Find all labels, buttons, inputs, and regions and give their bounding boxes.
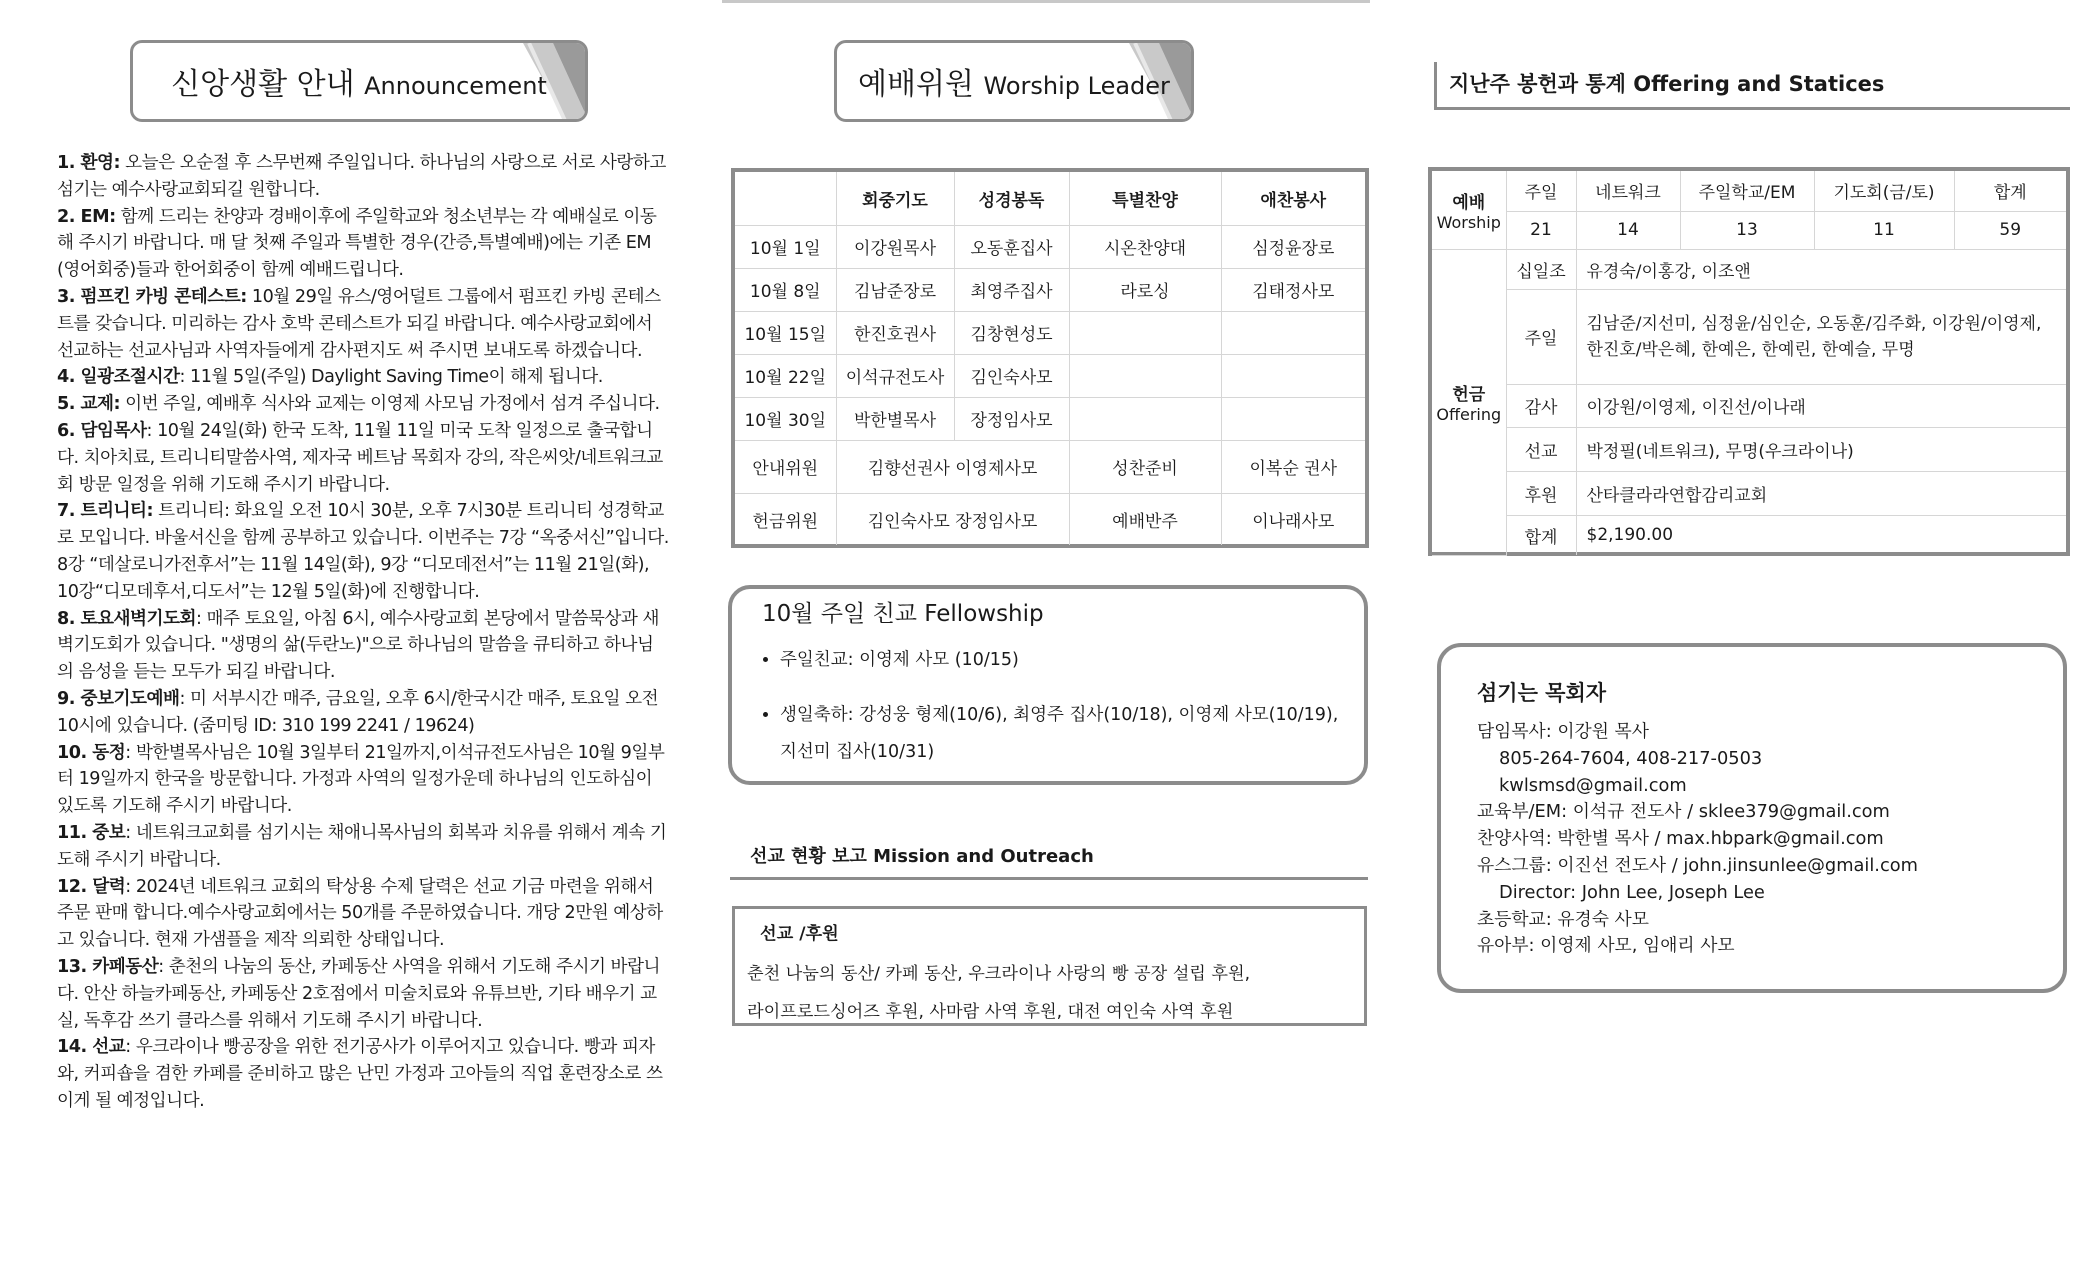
announcement-item-label: 8. 토요새벽기도회: [57, 608, 197, 629]
announcement-item: [57, 954, 669, 1034]
servant-line: Director: John Lee, Joseph Lee: [1499, 881, 1765, 903]
announcement-item: [57, 204, 669, 284]
servant-line: 초등학교: 유경숙 사모: [1477, 908, 1649, 930]
table-row: [735, 397, 1365, 440]
table-cell: 김창현성도: [954, 311, 1069, 354]
table-cell: [1069, 354, 1221, 397]
announcement-item-text: : 2024년 네트워크 교회의 탁상용 수제 달력은 선교 기금 마련을 위해서 주문 판매 합니다.예수사랑교회에서는 50개를 주문하였습니다. 개당 2만원 예상하고 있습니다. 현재 가샘플을 제작 의뢰한 상태입니다.: [57, 876, 663, 951]
servant-email: kwlsmsd@gmail.com: [1499, 774, 1687, 796]
table-cell: 21: [1506, 211, 1576, 249]
table-row: [1432, 515, 2066, 555]
table-row: [1432, 171, 2066, 211]
announcement-item-label: 11. 중보: [57, 822, 126, 843]
table-row: [735, 311, 1365, 354]
offering-label-cell: [1432, 249, 1506, 555]
announcement-item-text: : 10월 24일(화) 한국 도착, 11월 11일 미국 도착 일정으로 출국합니다. 치아치료, 트리니티말씀사역, 제자국 베트남 목회자 강의, 작은씨앗/네트워크교회 방문 일정을 위해 기도해 주시기 바랍니다.: [57, 420, 663, 495]
mission-heading: [730, 836, 1368, 880]
table-cell: 김태정사모: [1221, 268, 1365, 311]
table-row: [735, 354, 1365, 397]
table-header: [735, 172, 836, 225]
table-cell: 이나래사모: [1221, 493, 1365, 545]
table-header: 특별찬양: [1069, 172, 1221, 225]
offering-value-line: 김남준/지선미, 심정윤/심인순, 오동훈/김주화, 이강원/이영제,: [1586, 313, 2042, 334]
table-row: [1432, 384, 2066, 427]
table-cell: 김남준장로: [836, 268, 954, 311]
announcement-item-label: 1. 환영:: [57, 153, 121, 173]
table-header: 성경봉독: [954, 172, 1069, 225]
servant-phone: 805-264-7604, 408-217-0503: [1499, 747, 1763, 769]
table-cell: 10월 22일: [735, 354, 836, 397]
announcement-item-text: : 네트워크교회를 섬기시는 채애니목사님의 회복과 치유를 위해서 계속 기도해 주시기 바랍니다.: [57, 822, 667, 870]
announcement-item: [57, 820, 669, 874]
offering-table: [1428, 167, 2070, 556]
announcement-item-text: : 미 서부시간 매주, 금요일, 오후 6시/한국시간 매주, 토요일 오전 10시에 있습니다. (줌미팅 ID: 310 199 2241 / 19624): [57, 688, 659, 736]
table-cell: 라로싱: [1069, 268, 1221, 311]
table-cell: 예배반주: [1069, 493, 1221, 545]
table-header: 네트워크: [1576, 171, 1680, 211]
table-cell: 헌금위원: [735, 493, 836, 545]
announcement-item-text: : 매주 토요일, 아침 6시, 예수사랑교회 본당에서 말씀묵상과 새벽기도회가 있습니다. "생명의 삶(두란노)"으로 하나님의 말씀을 큐티하고 하나님의 음성을 듣는 모두가 되길 바랍니다.: [57, 608, 659, 683]
announcement-item-text: 트리니티: 화요일 오전 10시 30분, 오후 7시30분 트리니티 성경학교로 모입니다. 바울서신을 함께 공부하고 있습니다. 이번주는 7강 “옥중서신”입니다. 8강 “데살로니가전후서”는 11월 14일(화), 9강 “디모데전서”는 11월 21일(화), 10강“디모데후서,디도서”는 12월 5일(화)에 진행합니다.: [57, 501, 669, 602]
announcement-item-text: 함께 드리는 찬양과 경배이후에 주일학교와 청소년부는 각 예배실로 이동해 주시기 바랍니다. 매 달 첫째 주일과 특별한 경우(간증,특별예배)에는 기존 EM (영어회중)들과 한어회중이 함께 예배드립니다.: [57, 206, 657, 281]
table-row: [1432, 471, 2066, 515]
table-cell: 10월 8일: [735, 268, 836, 311]
fellowship-box: [728, 585, 1368, 785]
table-cell: 김인숙사모: [954, 354, 1069, 397]
table-cell: 장정임사모: [954, 397, 1069, 440]
table-cell: 10월 1일: [735, 225, 836, 268]
announcement-tab: [130, 40, 588, 122]
table-header: 합계: [1954, 171, 2066, 211]
fellowship-title: 10월 주일 친교 Fellowship: [762, 601, 1044, 627]
announcement-item-label: 2. EM:: [57, 206, 116, 227]
announcement-item: [57, 284, 669, 364]
offering-value-line: 한진호/박은혜, 한예은, 한예린, 한예슬, 무명: [1586, 339, 1915, 360]
table-cell: 최영주집사: [954, 268, 1069, 311]
announcement-item-label: 4. 일광조절시간: [57, 367, 180, 388]
table-cell: 오동훈집사: [954, 225, 1069, 268]
worship-title: 예배위원 Worship Leader: [858, 67, 1170, 102]
table-cell: 후원: [1506, 471, 1576, 515]
servant-line: 유스그룹: 이진선 전도사 / john.jinsunlee@gmail.com: [1477, 854, 1918, 876]
table-cell: 13: [1680, 211, 1814, 249]
table-cell: 59: [1954, 211, 2066, 249]
table-header: 주일: [1506, 171, 1576, 211]
announcement-item-label: 14. 선교: [57, 1037, 126, 1058]
table-header: 회중기도: [836, 172, 954, 225]
table-cell: 감사: [1506, 384, 1576, 427]
servant-line: 유아부: 이영제 사모, 임애리 사모: [1477, 935, 1735, 957]
table-cell: [1221, 354, 1365, 397]
announcement-item: [57, 364, 669, 391]
table-row: [1432, 249, 2066, 289]
list-item-text: 주일친교: 이영제 사모 (10/15): [780, 650, 1019, 670]
offering-heading-text: 지난주 봉헌과 통계 Offering and Statices: [1449, 72, 1885, 96]
list-item: [780, 694, 1350, 767]
servant-line: 찬양사역: 박한별 목사 / max.hbpark@gmail.com: [1477, 828, 1884, 850]
offering-heading: [1434, 62, 2070, 110]
table-cell: 시온찬양대: [1069, 225, 1221, 268]
announcement-item-label: 7. 트리니티:: [57, 501, 154, 522]
table-cell: 합계: [1506, 515, 1576, 555]
announcement-item-label: 13. 카페동산: [57, 956, 159, 977]
announcement-item-label: 9. 중보기도예배: [57, 688, 180, 709]
announcement-item-label: 3. 펌프킨 카빙 콘테스트:: [57, 286, 247, 307]
table-row: [735, 268, 1365, 311]
announcement-item: [57, 740, 669, 820]
announcement-item: [57, 606, 669, 686]
list-item-text: 생일축하: 강성웅 형제(10/6), 최영주 집사(10/18), 이영제 사모(10/19),: [780, 705, 1339, 725]
fellowship-list: [762, 639, 1350, 779]
announcement-item-text: : 박한별목사님은 10월 3일부터 21일까지,이석규전도사님은 10월 9일부터 19일까지 한국을 방문합니다. 가정과 사역의 일정가운데 하나님의 인도하심이 있도록 기도해 주시기 바랍니다.: [57, 742, 665, 817]
table-cell: 심정윤장로: [1221, 225, 1365, 268]
announcement-item: [57, 498, 669, 605]
table-cell: [1069, 311, 1221, 354]
announcement-item: [57, 1034, 669, 1114]
announcement-item: [57, 391, 669, 418]
table-cell: [1221, 311, 1365, 354]
announcement-item-text: : 우크라이나 빵공장을 위한 전기공사가 이루어지고 있습니다. 빵과 피자와, 커피숍을 겸한 카페를 준비하고 많은 난민 가정과 고아들의 직업 훈련장소로 쓰이게 될 예정입니다.: [57, 1037, 663, 1111]
servant-line: 교육부/EM: 이석규 전도사 / sklee379@gmail.com: [1477, 801, 1890, 823]
announcement-item: [57, 150, 669, 204]
table-cell: 성찬준비: [1069, 440, 1221, 493]
announcement-item-label: 5. 교제:: [57, 394, 121, 415]
announcement-item: [57, 874, 669, 954]
table-row: [1432, 427, 2066, 471]
table-cell: 십일조: [1506, 249, 1576, 289]
table-cell: 10월 15일: [735, 311, 836, 354]
announcement-item-text: 오늘은 오순절 후 스무번째 주일입니다. 하나님의 사랑으로 서로 사랑하고 섬기는 예수사랑교회되길 원합니다.: [57, 153, 666, 200]
offering-label-en: Offering: [1436, 405, 1502, 424]
table-header: 기도회(금/토): [1814, 171, 1954, 211]
announcement-item-text: 이번 주일, 예배후 식사와 교제는 이영제 사모님 가정에서 섬겨 주십니다.: [120, 394, 660, 415]
table-cell: 한진호권사: [836, 311, 954, 354]
servants-title: 섬기는 목회자: [1477, 681, 1607, 705]
table-cell: 안내위원: [735, 440, 836, 493]
announcement-item-label: 12. 달력: [57, 876, 126, 897]
table-cell: 이강원목사: [836, 225, 954, 268]
announcement-item-text: : 춘천의 나눔의 동산, 카페동산 사역을 위해서 기도해 주시기 바랍니다. 안산 하늘카페동산, 카페동산 2호점에서 미술치료와 유튜브반, 기타 배우기 교실, 독후감 쓰기 클라스를 위해서 기도해 주시기 바랍니다.: [57, 956, 661, 1031]
table-header: 애찬봉사: [1221, 172, 1365, 225]
offering-label-ko: 헌금: [1452, 385, 1486, 405]
table-cell: 박한별목사: [836, 397, 954, 440]
table-header-row: [735, 172, 1365, 225]
announcement-item-text: 10월 29일 유스/영어덜트 그룹에서 펌프킨 카빙 콘테스트를 갖습니다. 미리하는 감사 호박 콘테스트가 되길 바랍니다. 예수사랑교회에서 선교하는 선교사님과 사역자들에게 감사편지도 써 주시면 보내도록 하겠습니다.: [57, 286, 661, 361]
table-cell: [1069, 397, 1221, 440]
table-header: 주일학교/EM: [1680, 171, 1814, 211]
table-row: [1432, 211, 2066, 249]
table-cell: 이석규전도사: [836, 354, 954, 397]
table-cell: 이강원/이영제, 이진선/이나래: [1576, 384, 2066, 427]
list-item-continuation: 지선미 집사(10/31): [780, 742, 935, 762]
servant-line: 담임목사: 이강원 목사: [1477, 721, 1649, 742]
table-cell: 산타클라라연합감리교회: [1576, 471, 2066, 515]
announcement-title: 신앙생활 안내 Announcement: [171, 67, 547, 102]
mission-box-title: 선교 /후원: [760, 924, 839, 944]
table-cell: 이복순 권사: [1221, 440, 1365, 493]
mission-box: [732, 906, 1367, 1026]
table-row: [1432, 289, 2066, 384]
worship-label-cell: [1432, 171, 1506, 249]
worship-leader-table: [731, 168, 1369, 548]
table-cell: 김향선권사 이영제사모: [836, 440, 1069, 493]
announcement-item-text: : 11월 5일(주일) Daylight Saving Time이 해제 됩니다.: [179, 367, 603, 388]
table-row: [735, 493, 1365, 545]
mission-line: 춘천 나눔의 동산/ 카페 동산, 우크라이나 사랑의 빵 공장 설립 후원,: [747, 964, 1251, 984]
table-cell: 11: [1814, 211, 1954, 249]
announcement-item: [57, 686, 669, 740]
announcement-item: [57, 418, 669, 498]
table-cell: [1576, 289, 2066, 384]
announcement-item-label: 6. 담임목사: [57, 420, 147, 441]
servants-list: [1477, 719, 1918, 960]
table-cell: $2,190.00: [1576, 515, 2066, 555]
table-row: [735, 440, 1365, 493]
servants-box: [1437, 643, 2067, 993]
table-cell: 선교: [1506, 427, 1576, 471]
table-cell: 박정필(네트워크), 무명(우크라이나): [1576, 427, 2066, 471]
table-cell: 김인숙사모 장정임사모: [836, 493, 1069, 545]
table-cell: [1221, 397, 1365, 440]
list-item: [780, 639, 1350, 682]
top-divider: [722, 0, 1370, 3]
worship-label-ko: 예배: [1452, 192, 1486, 213]
table-cell: 유경숙/이홍강, 이조앤: [1576, 249, 2066, 289]
worship-label-en: Worship: [1436, 212, 1501, 232]
announcement-list: [57, 150, 669, 1115]
table-row: [735, 225, 1365, 268]
table-cell: 14: [1576, 211, 1680, 249]
announcement-item-label: 10. 동정: [57, 742, 126, 763]
table-cell: 주일: [1506, 289, 1576, 384]
mission-heading-text: 선교 현황 보고 Mission and Outreach: [750, 846, 1094, 867]
worship-tab: [834, 40, 1194, 122]
mission-line: 라이프로드싱어즈 후원, 사마람 사역 후원, 대전 여인숙 사역 후원: [747, 1002, 1234, 1022]
table-cell: 10월 30일: [735, 397, 836, 440]
